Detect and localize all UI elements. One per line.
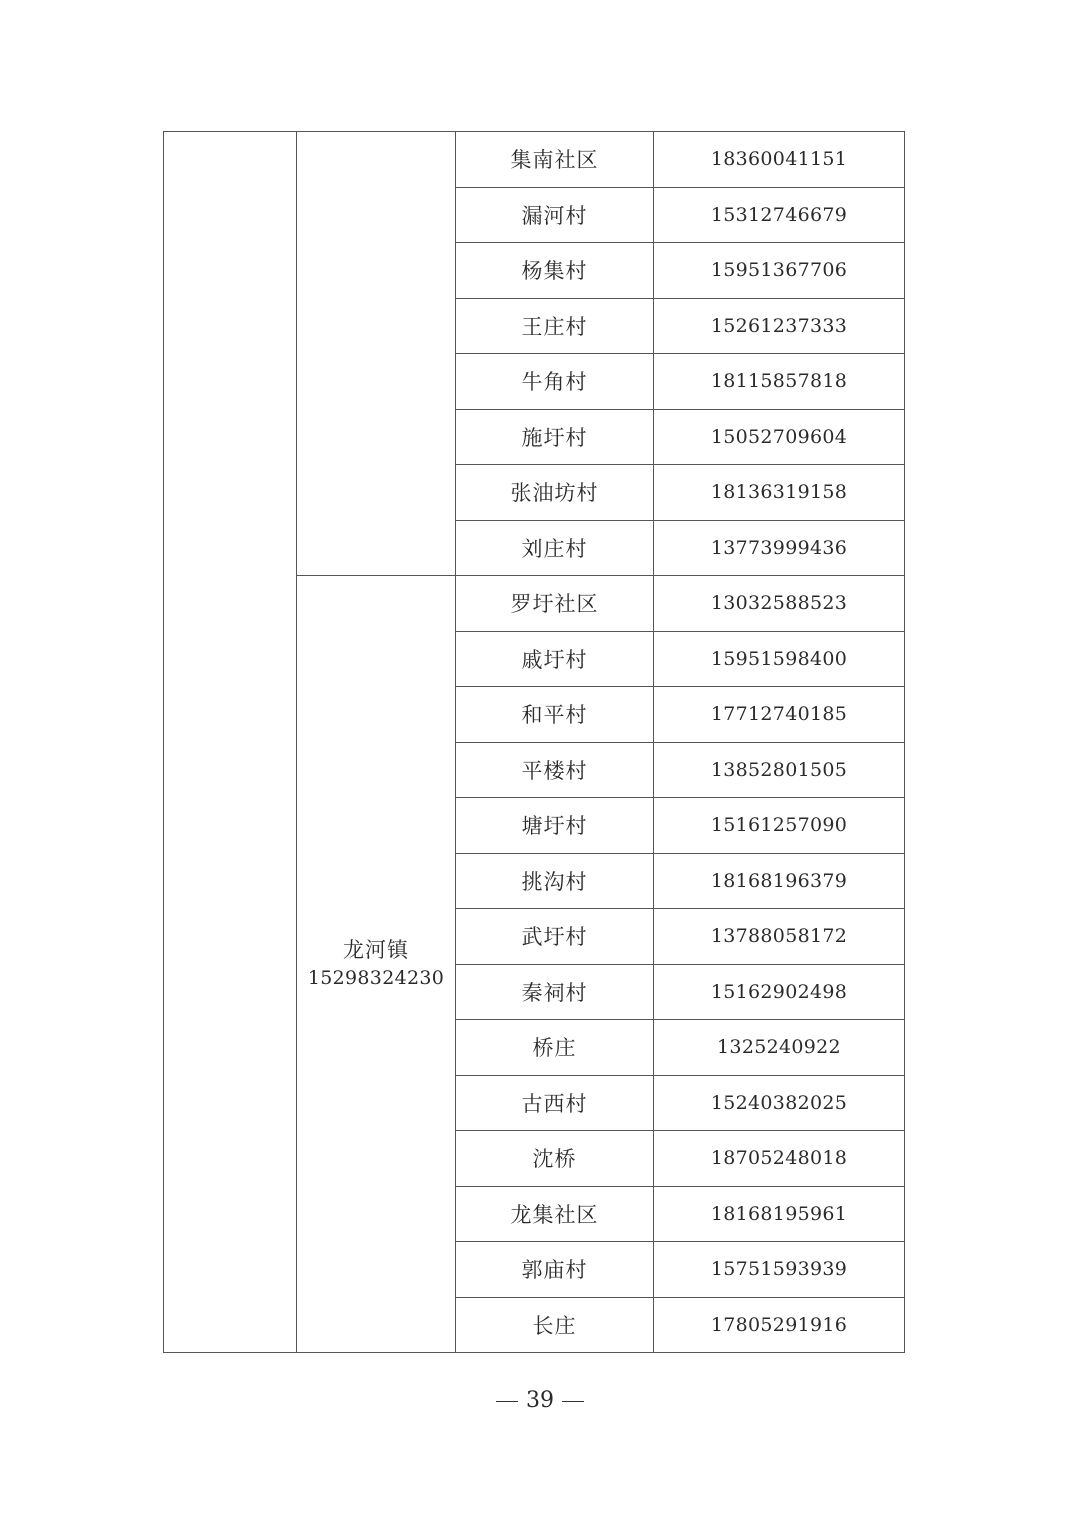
table-row xyxy=(456,631,905,687)
village-name: 平楼村 xyxy=(456,742,654,798)
village-name: 龙集社区 xyxy=(456,1186,654,1242)
village-name: 戚圩村 xyxy=(456,631,654,687)
village-name: 张油坊村 xyxy=(456,465,654,521)
table-row xyxy=(456,687,905,743)
table-row xyxy=(456,298,905,354)
village-name: 罗圩社区 xyxy=(456,576,654,632)
table-row xyxy=(456,132,905,188)
village-name: 塘圩村 xyxy=(456,798,654,854)
village-phone: 15240382025 xyxy=(654,1075,905,1131)
table-row xyxy=(456,409,905,465)
village-phone: 18705248018 xyxy=(654,1131,905,1187)
table-row xyxy=(456,909,905,965)
table-row xyxy=(456,520,905,576)
village-name: 刘庄村 xyxy=(456,520,654,576)
village-phone: 18168195961 xyxy=(654,1186,905,1242)
village-phone: 15951598400 xyxy=(654,631,905,687)
table-row xyxy=(456,853,905,909)
village-name: 挑沟村 xyxy=(456,853,654,909)
village-phone: 15751593939 xyxy=(654,1242,905,1298)
table-row xyxy=(456,964,905,1020)
village-phone: 13032588523 xyxy=(654,576,905,632)
table-row xyxy=(456,243,905,299)
village-phone: 18168196379 xyxy=(654,853,905,909)
table-row xyxy=(456,1020,905,1076)
village-name: 郭庙村 xyxy=(456,1242,654,1298)
table-row xyxy=(456,1131,905,1187)
table-row xyxy=(456,1075,905,1131)
village-name: 牛角村 xyxy=(456,354,654,410)
page-footer xyxy=(0,1388,1080,1413)
village-phone: 17712740185 xyxy=(654,687,905,743)
table-row xyxy=(456,1242,905,1298)
village-phone: 15312746679 xyxy=(654,187,905,243)
village-name: 集南社区 xyxy=(456,132,654,188)
village-name: 漏河村 xyxy=(456,187,654,243)
village-phone: 15162902498 xyxy=(654,964,905,1020)
village-phone: 13788058172 xyxy=(654,909,905,965)
village-phone: 18136319158 xyxy=(654,465,905,521)
village-phone: 17805291916 xyxy=(654,1297,905,1353)
village-phone: 15052709604 xyxy=(654,409,905,465)
village-name: 和平村 xyxy=(456,687,654,743)
village-name: 武圩村 xyxy=(456,909,654,965)
village-phone: 13773999436 xyxy=(654,520,905,576)
upper-town-cell xyxy=(296,131,456,576)
village-contact-table xyxy=(455,131,905,1353)
village-phone: 13852801505 xyxy=(654,742,905,798)
village-name: 古西村 xyxy=(456,1075,654,1131)
table-row xyxy=(456,1297,905,1353)
village-name: 沈桥 xyxy=(456,1131,654,1187)
village-phone: 18360041151 xyxy=(654,132,905,188)
village-phone: 1325240922 xyxy=(654,1020,905,1076)
town-phone: 15298324230 xyxy=(307,967,445,989)
village-name: 杨集村 xyxy=(456,243,654,299)
table-row xyxy=(456,465,905,521)
page-number: 39 xyxy=(526,1388,554,1413)
village-phone: 18115857818 xyxy=(654,354,905,410)
district-cell xyxy=(163,131,297,1353)
table-row xyxy=(456,187,905,243)
village-rows xyxy=(456,132,905,1353)
village-phone: 15161257090 xyxy=(654,798,905,854)
town-name: 龙河镇 xyxy=(343,938,409,962)
table-row xyxy=(456,354,905,410)
village-name: 秦祠村 xyxy=(456,964,654,1020)
table-row xyxy=(456,1186,905,1242)
village-name: 施圩村 xyxy=(456,409,654,465)
village-name: 桥庄 xyxy=(456,1020,654,1076)
village-phone: 15951367706 xyxy=(654,243,905,299)
village-name: 长庄 xyxy=(456,1297,654,1353)
table-row xyxy=(456,742,905,798)
footer-dash-right xyxy=(562,1401,584,1402)
table-row xyxy=(456,576,905,632)
town-cell xyxy=(296,575,456,1353)
village-name: 王庄村 xyxy=(456,298,654,354)
village-phone: 15261237333 xyxy=(654,298,905,354)
footer-dash-left xyxy=(496,1401,518,1402)
table-row xyxy=(456,798,905,854)
